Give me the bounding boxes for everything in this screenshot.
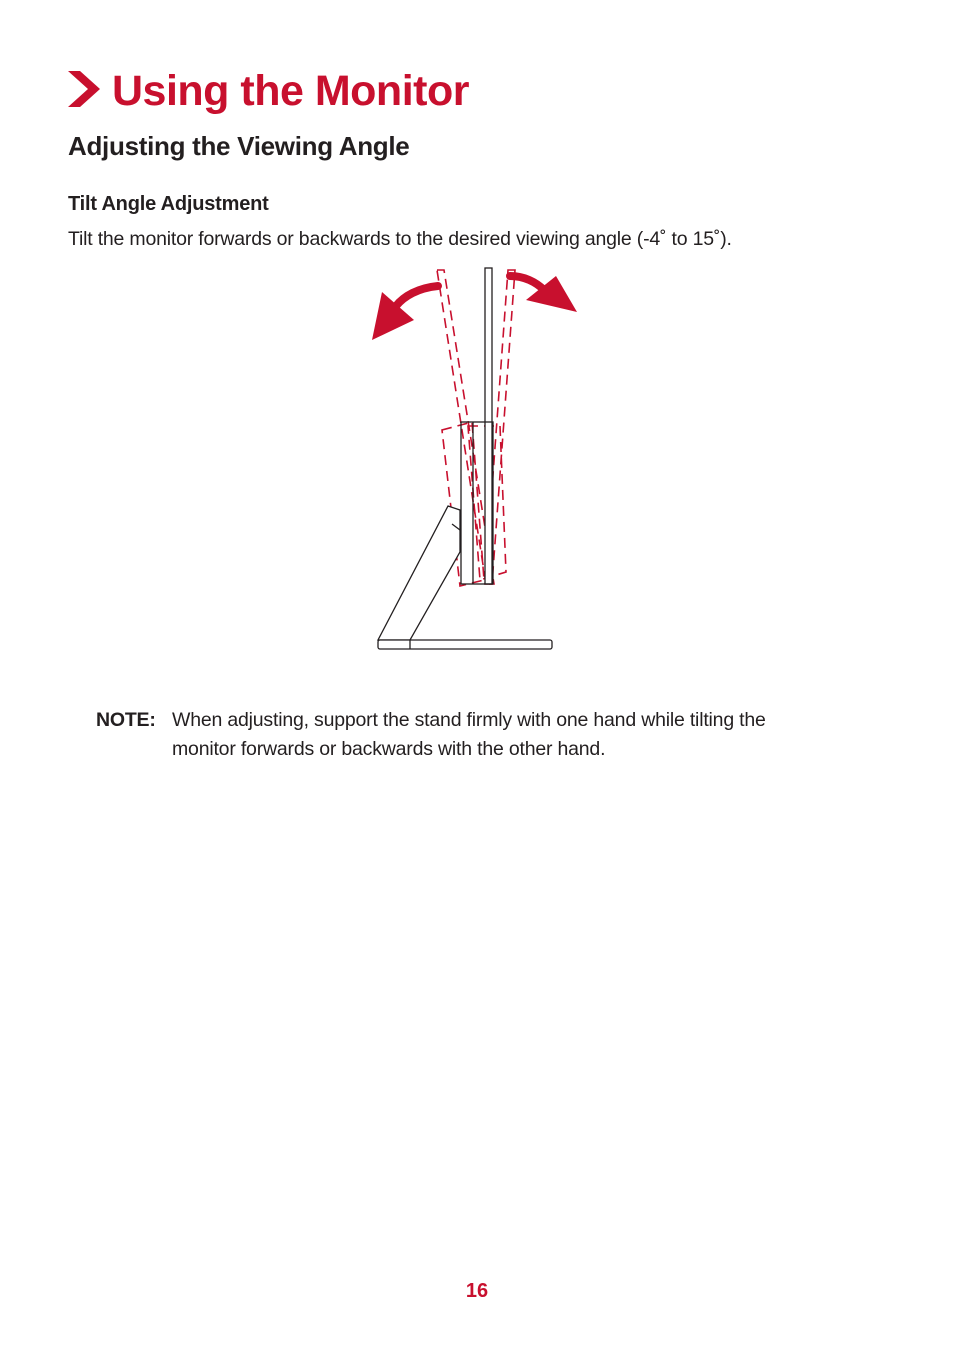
monitor-stand <box>378 506 552 649</box>
note-line-1 <box>96 706 896 735</box>
note-label: NOTE: <box>96 709 156 731</box>
monitor-tilt-diagram <box>360 262 590 658</box>
chapter-header <box>66 62 469 120</box>
chevron-right-icon <box>66 69 102 109</box>
note-text-2: monitor forwards or backwards with the other hand. <box>172 738 606 760</box>
tilt-description: Tilt the monitor forwards or backwards to the desired viewing angle (-4˚ to 15˚). <box>68 228 732 250</box>
section-title: Adjusting the Viewing Angle <box>68 131 410 161</box>
curved-arrow-right-icon <box>510 276 577 312</box>
note-block <box>96 706 896 764</box>
note-text-1: When adjusting, support the stand firmly with one hand while tilting the <box>172 709 766 731</box>
subsection-title: Tilt Angle Adjustment <box>68 193 269 215</box>
page-number: 16 <box>465 1280 489 1302</box>
curved-arrow-left-icon <box>372 286 438 340</box>
chapter-title: Using the Monitor <box>112 66 469 115</box>
